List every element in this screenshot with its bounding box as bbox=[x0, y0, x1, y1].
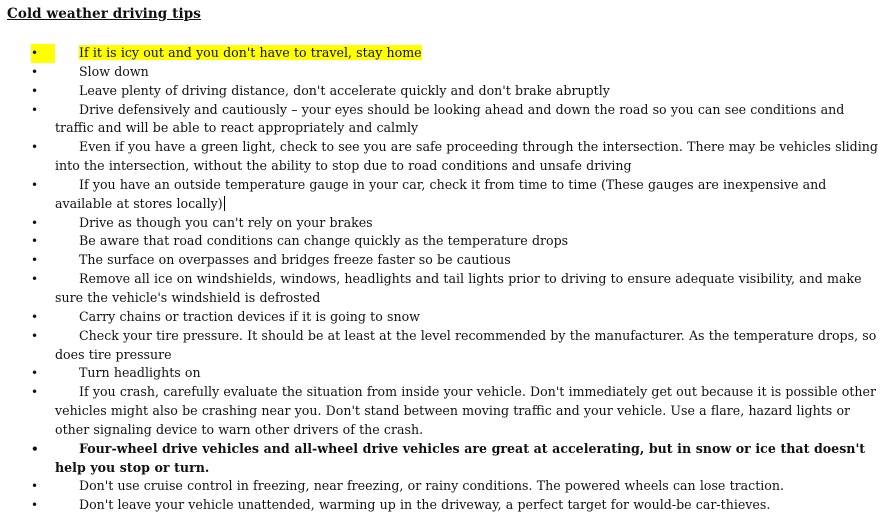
bullet-icon: • bbox=[31, 140, 39, 155]
list-item bbox=[31, 308, 879, 327]
tip-text: Slow down bbox=[79, 63, 149, 79]
bullet-icon: • bbox=[31, 64, 39, 79]
document-title: Cold weather driving tips bbox=[7, 6, 201, 22]
tips-list bbox=[31, 44, 879, 515]
tip-text: Don't leave your vehicle unattended, warming up in the driveway, a perfect target for would-be car-thieves. bbox=[79, 497, 771, 513]
tip-text: If you have an outside temperature gauge in your car, check it from time to time (These gauges are inexpensive and available at stores locally) bbox=[55, 176, 827, 211]
list-item bbox=[31, 364, 879, 383]
tip-text: Check your tire pressure. It should be at least at the level recommended by the manufacturer. As the temperature drops, so does tire pressure bbox=[55, 327, 877, 362]
bullet-icon: • bbox=[31, 83, 39, 98]
list-item bbox=[31, 327, 879, 365]
tip-text: Don't use cruise control in freezing, near freezing, or rainy conditions. The powered wheels can lose traction. bbox=[79, 478, 784, 494]
bullet-icon: • bbox=[31, 177, 39, 192]
list-item bbox=[31, 44, 879, 63]
list-item bbox=[31, 176, 879, 214]
tip-text: Drive as though you can't rely on your brakes bbox=[79, 214, 373, 230]
bullet-icon: • bbox=[31, 253, 39, 268]
tip-text: Even if you have a green light, check to see you are safe proceeding through the intersection. There may be vehicles sliding into the intersection, without the ability to stop due to road conditions and unsafe driving bbox=[55, 139, 878, 174]
bullet-icon: • bbox=[31, 102, 39, 117]
bullet-icon: • bbox=[31, 441, 39, 456]
list-item bbox=[31, 496, 879, 515]
list-item bbox=[31, 383, 879, 440]
tip-text: Leave plenty of driving distance, don't accelerate quickly and don't brake abruptly bbox=[79, 82, 610, 98]
tip-text: If it is icy out and you don't have to travel, stay home bbox=[79, 45, 422, 60]
bullet-icon: • bbox=[31, 328, 39, 343]
tip-text: Drive defensively and cautiously – your eyes should be looking ahead and down the road so you can see conditions and traffic and will be able to react appropriately and calmly bbox=[55, 101, 845, 136]
bullet-icon: • bbox=[31, 272, 39, 287]
tip-text: If you crash, carefully evaluate the situation from inside your vehicle. Don't immediately get out because it is possible other vehicles might also be crashing near you. Don't stand between moving traffic and your vehicle. Use a flare, hazard lights or other signaling device to warn other drivers of the crash. bbox=[55, 384, 876, 437]
list-item bbox=[31, 101, 879, 139]
bullet-icon: • bbox=[31, 498, 39, 513]
tip-text: The surface on overpasses and bridges freeze faster so be cautious bbox=[79, 252, 511, 268]
list-item bbox=[31, 251, 879, 270]
list-item bbox=[31, 477, 879, 496]
list-item bbox=[31, 138, 879, 176]
list-item bbox=[31, 270, 879, 308]
bullet-icon: • bbox=[31, 385, 39, 400]
list-item bbox=[31, 232, 879, 251]
tip-text: Remove all ice on windshields, windows, headlights and tail lights prior to driving to ensure adequate visibility, and make sure the vehicle's windshield is defrosted bbox=[55, 271, 862, 305]
bullet-icon: • bbox=[31, 366, 39, 381]
tip-text: Turn headlights on bbox=[79, 365, 201, 381]
list-item bbox=[31, 214, 879, 233]
tip-text: Carry chains or traction devices if it is going to snow bbox=[79, 308, 420, 324]
text-cursor bbox=[224, 196, 225, 211]
bullet-icon: • bbox=[31, 479, 39, 494]
tip-text: Be aware that road conditions can change quickly as the temperature drops bbox=[79, 233, 569, 249]
bullet-icon: • bbox=[31, 215, 39, 230]
bullet-icon: • bbox=[31, 234, 39, 249]
list-item bbox=[31, 82, 879, 101]
bullet-icon: • bbox=[31, 309, 39, 324]
list-item bbox=[31, 440, 879, 478]
tip-text: Four-wheel drive vehicles and all-wheel drive vehicles are great at accelerating, but in snow or ice that doesn't help you stop or turn. bbox=[55, 440, 866, 475]
list-item bbox=[31, 63, 879, 82]
bullet-icon: • bbox=[31, 44, 55, 63]
